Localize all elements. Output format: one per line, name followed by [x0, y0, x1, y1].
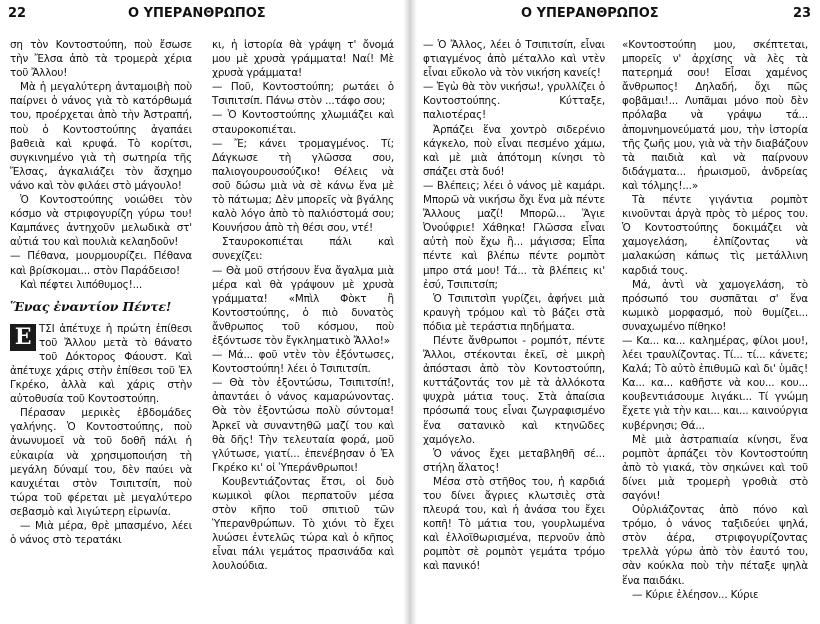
page-gutter: [403, 0, 417, 624]
page-number-left: 22: [8, 6, 27, 21]
paragraph: Οὐρλιάζοντας ἀπὸ πόνο καὶ τρόμο, ὁ νάνος ταξιδεύει ψηλά, στὸν ἀέρα, στριφογυρίζοντας τρελλὰ γύρω ἀπὸ τὸν ἑαυτό του, σὰν κούκλα ποὺ τὴν πέταξε ψηλὰ ἕνα παιδάκι.: [622, 504, 812, 587]
left-page: [0, 0, 403, 624]
paragraph: — Βλέπεις; λέει ὁ νάνος μὲ καμάρι. Μπορῶ νὰ νικήσω ὄχι ἕνα μὰ πέντε Ἄλλους μαζί! Μπορῶ... Ἅγιε Ὀνούφριε! Χάθηκα! Γλῶσσα εἶναι αὐτὴ ποὺ ἔχω ἢ... μάγισσα; Εἶπα πέντε καὶ βλέπω πέντε ρομπὸτ μπρο στά μου! Τά... τὰ βλέπεις κι' ἐσύ, Τσιπιτσίπ;: [423, 179, 609, 291]
page-number-right: 23: [793, 6, 812, 21]
paragraph: — Ποῦ, Κοντοστούπη; ρωτάει ὁ Τσιπιτσίπ. Πάνω στὸν ...τάφο σου;: [212, 81, 398, 108]
paragraph: — Θὰ τὸν ἐξοντώσω, Τσιπιτσίπ!, ἀπαντάει ὁ νάνος καμαρώνοντας. Θὰ τὸν ἐξοντώσω πολὺ σύντομα! Ἀρκεῖ νὰ συναντηθῶ μαζί του καὶ θὰ δῆς! Τὴν τελευταία φορά, μοῦ γλύτωσε, γιατί... ἐπενέβησαν ὁ Ἐλ Γκρέκο κι' οἱ Ὑπεράνθρωποι!: [212, 377, 398, 474]
paragraph: Ὁ νάνος ἔχει μεταβληθῆ σέ... στήλη ἅλατος!: [423, 447, 609, 474]
running-head-left: Ο ΥΠΕΡΑΝΘΡΩΠΟΣ: [128, 6, 266, 21]
paragraph: — Ὁ Κοντοστούπης χλωμιάζει καὶ σταυροκοπιέται.: [212, 109, 398, 136]
opening-paragraph: [10, 322, 196, 407]
paragraph: Πέρασαν μερικὲς ἑβδομάδες γαλήνης. Ὁ Κοντοστούπης, ποὺ ἀνωνυμοεῖ νὰ τοῦ δοθῆ πάλι ἡ εὐκαιρία νὰ χρησιμοποιήση τὴ μεγάλη δύναμί του, δὲν παύει νὰ καυχιέται στὸν Τσιπιτσίπ, ποὺ τώρα τοῦ φέρεται μὲ μεγαλύτερο σεβασμὸ καὶ λιγώτερη εἰρωνία.: [10, 407, 196, 518]
paragraph: Κουβεντιάζοντας ἔτσι, οἱ δυὸ κωμικοὶ φίλοι περπατοῦν μέσα στὸν κῆπο τοῦ σπιτιοῦ τῶν Ὑπερανθρώπων. Τὸ χιόνι τὸ ἔχει λυώσει ἐντελῶς τώρα καὶ ὁ κῆπος εἶναι πάλι γεμάτος πρασινάδα καὶ λουλούδια.: [212, 475, 398, 573]
paragraph: Πέντε ἄνθρωποι - ρομπότ, πέντε Ἄλλοι, στέκονται ἐκεῖ, σὲ μικρὴ ἀπόστασι ἀπὸ τὸν Κοντοστούπη, κυττάζοντάς τον μὲ τὰ ἀλλόκοτα ψυχρὰ μάτια τους. Στὰ ἀπαίσια πρόσωπά τους εἶναι ζωγραφισμένο ἕνα σατανικὸ καὶ κτηνῶδες χαμόγελο.: [423, 334, 609, 446]
paragraph: ΤΣΙ ἀπέτυχε ἡ πρώτη ἐπίθεσι τοῦ Ἄλλου μετὰ τὸ θάνατο τοῦ Δόκτορος Φάουστ. Καὶ ἀπέτυχε χάρις στὴν ἐπίθεσι τοῦ Ἐλ Γκρέκο, ἀλλὰ καὶ χάρις στὴν αὐτοθυσία τοῦ Κοντοστούπη.: [10, 322, 196, 406]
paragraph: Μέσα στὸ στῆθος του, ἡ καρδιά του δίνει ἄγριες κλωτσιὲς στὰ πλευρά του, καὶ ἡ ἀνάσα του ἔχει κοπῆ! Τὸ μάτια του, γουρλωμένα καὶ ἐλλοϊθωρισμένα, περνοῦν ἀπὸ ρομπὸτ σὲ ρομπὸτ γεμάτα τρόμο καὶ πανικό!: [423, 475, 609, 573]
paragraph: Μά, ἀντὶ νὰ χαμογελάση, τὸ πρόσωπό του συσπᾶται σ' ἕνα κωμικὸ μορφασμό, ποὺ θυμίζει... συναχωμένο πίθηκο!: [622, 278, 812, 333]
right-page: [417, 0, 820, 624]
paragraph: — Ἔ; κάνει τρομαγμένος. Τί; Δάγκωσε τὴ γλῶσσα σου, παλιογουρουσούζικο! Θέλεις νὰ σοῦ δώσω μιὰ νὰ σὲ κάνω ἕνα μὲ τὸ πάτωμα; Δὲν μπορεῖς νὰ βγάλης καλὸ λόγο ἀπὸ τὸ παλιόστομά σου; Κουνήσου ἀπὸ τὴ θέσι σου, ντέ!: [212, 137, 398, 235]
paragraph: Μὲ μιὰ ἀστραπιαία κίνησι, ἕνα ρομπὸτ ἁρπάζει τὸν Κοντοστούπη ἀπὸ τὸ γιακά, τὸν σηκώνει καὶ τοῦ δίνει μιὰ τρομερὴ γροθιὰ στὸ σαγόνι!: [622, 433, 812, 502]
paragraph: — Κα... κα... καλημέρας, φίλοι μου!, λέει τραυλίζοντας. Τί... τί... κάνετε; Καλά; Τὸ αὐτὸ ἐπιθυμῶ καὶ δι' ὑμᾶς! Κα... κα... καθῆστε νὰ κου... κου... κουβεντιάσουμε λιγάκι... Τί γνώμη ἔχετε γιὰ τὴν και... και... καινούργια κυβέρνησι; Θά...: [622, 334, 812, 432]
left-page-column-1: [10, 38, 196, 624]
paragraph: — Μιὰ μέρα, θρὲ μπασμένο, λέει ὁ νάνος στὸ τερατάκι: [10, 520, 196, 547]
paragraph: Ἁρπάζει ἕνα χοντρὸ σιδερένιο κάγκελο, ποὺ εἶναι πεσμένο χάμω, καὶ μὲ μιὰ ἀπότομη κίνησι τὸ σπάζει στὰ δυό!: [423, 123, 609, 178]
paragraph: — Ἐγὼ θὰ τὸν νικήσω!, γρυλλίζει ὁ Κοντοστούπης. Κύτταξε, παλιοτέρας!: [423, 81, 609, 122]
paragraph: Σταυροκοπιέται πάλι καὶ συνεχίζει:: [212, 236, 398, 263]
paragraph: «Κοντοστούπη μου, σκέπτεται, μπορεῖς ν' ἀρχίσης νὰ λὲς τὰ πατερημά σου! Εἶσαι χαμένος ἄνθρωπος! Δηλαδή, ὄχι πῶς φοβᾶμαι!... Λυπᾶμαι μόνο ποὺ δὲν πρόλαβα νὰ γράψω τά... ἀπομνημονεύματά μου, τὴν ἱστορία τῆς ζωῆς μου, γιὰ νὰ τὴν διαβάζουν τὰ παιδιὰ καὶ νὰ παίρνουν διδάγματα... ἡρωισμοῦ, ἀνδρείας καὶ τόλμης!...»: [622, 39, 812, 192]
right-page-column-2: [622, 38, 812, 624]
paragraph: ση τὸν Κοντοστούπη, ποὺ ἔσωσε τὴν Ἔλσα ἀπὸ τὰ τρομερὰ χέρια τοῦ Ἄλλου!: [10, 39, 196, 80]
drop-cap: Ε: [10, 324, 36, 351]
paragraph: Καὶ πέφτει λιπόθυμος!...: [20, 278, 143, 291]
paragraph: Μὰ ἡ μεγαλύτερη ἀνταμοιβὴ ποὺ παίρνει ὁ νάνος γιὰ τὸ κατόρθωμά του, προέρχεται ἀπὸ τὴν Ἀστραπή, ποὺ ὁ Κοντοστούπης ἀγαπάει βαθειὰ καὶ κρυφά. Τὸ κορίτσι, συγκινημένο γιὰ τὴ σωτηρία τῆς Ἔλσας, ἀγκαλιάζει τὸν ἄσχημο νάνο καὶ τὸν φιλάει στὸ μάγουλο!: [10, 81, 196, 192]
paragraph: Τὰ πέντε γιγάντια ρομπὸτ κινοῦνται ἀργὰ πρὸς τὸ μέρος του. Ὁ Κοντοστούπης δοκιμάζει νὰ χαμογελάση, ἐλπίζοντας νὰ μαλακώση κάπως τὶς μετάλλινη καρδιά τους.: [622, 194, 812, 277]
paragraph: Ὁ Κοντοστούπης νοιώθει τὸν κόσμο νὰ στριφογυρίζη γύρω του! Καμπάνες ἀντηχοῦν μελωδικὰ στ' αὐτιά του καὶ πουλιὰ κελαηδοῦν!: [10, 194, 196, 249]
right-page-column-1: [423, 38, 609, 624]
paragraph: κι, ἡ ἱστορία θὰ γράψη τ' ὄνομά μου μὲ χρυσὰ γράμματα! Ναί! Μὲ χρυσὰ γράμματα!: [212, 39, 398, 80]
paragraph: — Μά... φοῦ ντὲν τὸν ἐξόντωσες, Κοντοστούπη! λέει ὁ Τσιπιτσίπ.: [212, 349, 398, 376]
paragraph: — Κύριε ἐλέησον... Κύριε: [632, 588, 759, 601]
paragraph: — Πέθανα, μουρμουρίζει. Πέθανα καὶ βρίσκομαι... στὸν Παράδεισο!: [10, 250, 196, 277]
left-page-column-2: [212, 38, 398, 624]
paragraph: — Ὁ Ἄλλος, λέει ὁ Τσιπιτσίπ, εἶναι φτιαγμένος ἀπὸ μέταλλο καὶ ντὲν εἶναι εὔκολο νὰ τὸν νικήση κανείς!: [423, 39, 609, 80]
running-head-right: Ο ΥΠΕΡΑΝΘΡΩΠΟΣ: [521, 6, 659, 21]
paragraph: — Θὰ μοῦ στήσουν ἕνα ἄγαλμα μιὰ μέρα καὶ θὰ γράψουν μὲ χρυσὰ γράμματα! «Μπὶλ Φὸκτ ἢ Κοντοστούπης, ὁ πιὸ δυνατὸς ἄνθρωπος τοῦ κόσμου, ποὺ ἐξόντωσε τὸν ἔγκληματικὸ Ἄλλο!»: [212, 264, 398, 347]
paragraph: Ὁ Τσιπιτσὶπ γυρίζει, ἀφήνει μιὰ κραυγὴ τρόμου καὶ τὸ βάζει στὰ πόδια μὲ τεράστια πηδήματα.: [423, 292, 609, 333]
section-subhead: Ἕνας ἐναντίον Πέντε!: [10, 298, 172, 314]
